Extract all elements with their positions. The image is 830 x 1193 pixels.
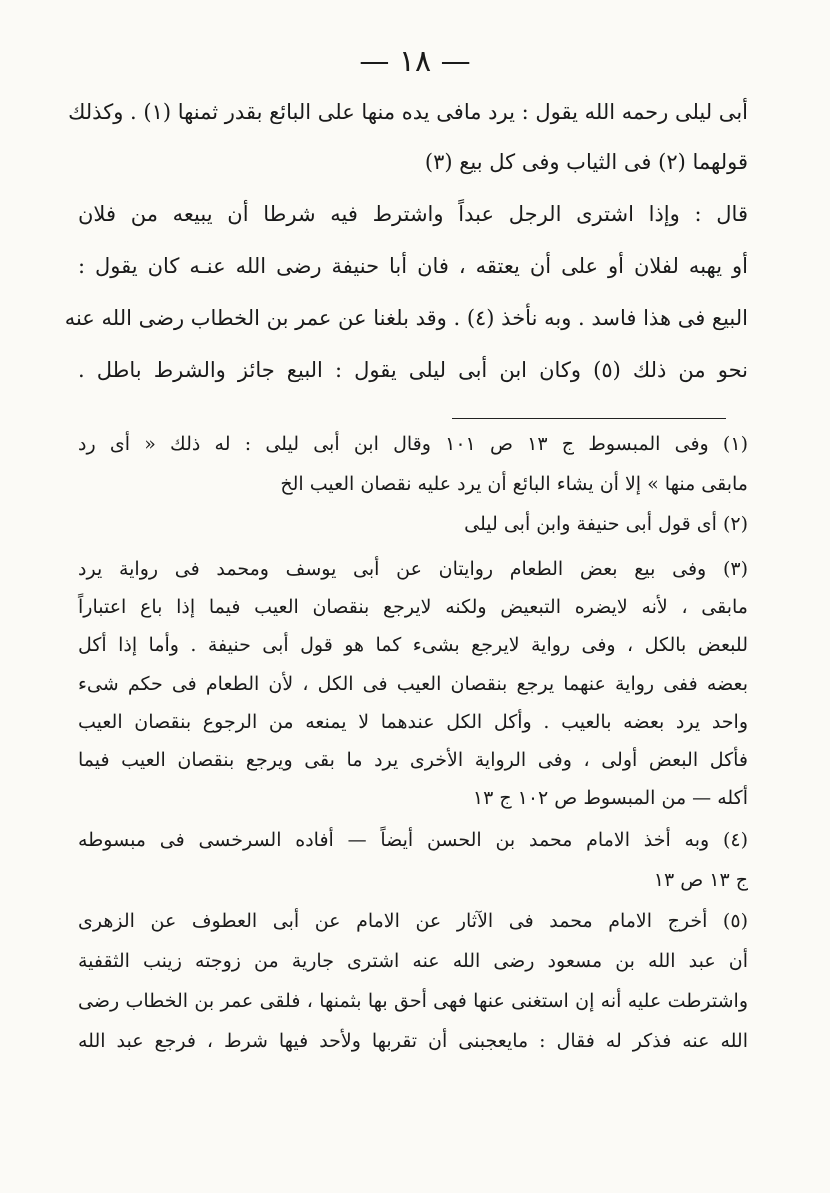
footnote-separator [452, 418, 726, 419]
page-number: — ١٨ — [359, 44, 471, 79]
footnote-line: فأكل البعض أولى ، وفى الرواية الأخرى يرد ما بقى ويرجع بنقصان العيب فيما [78, 749, 748, 771]
main-line: نحو من ذلك (٥) وكان ابن أبى ليلى يقول : البيع جائز والشرط باطل . [78, 358, 748, 382]
footnote-line: مابقى منها » إلا أن يشاء البائع أن يرد عليه نقصان العيب الخ [280, 473, 748, 495]
footnote-line: (٢) أى قول أبى حنيفة وابن أبى ليلى [464, 513, 748, 535]
footnote-line: (٤) وبه أخذ الامام محمد بن الحسن أيضاً — أفاده السرخسى فى مبسوطه [78, 829, 748, 851]
footnote-line: الله عنه فذكر له فقال : مايعجبنى أن تقربها ولأحد فيها شرط ، فرجع عبد الله [78, 1030, 748, 1052]
footnote-line: واشترطت عليه أنه إن استغنى عنها فهى أحق بها بثمنها ، فلقى عمر بن الخطاب رضى [78, 990, 748, 1012]
footnote-line: للبعض بالكل ، وفى رواية لايرجع بشىء كما هو قول أبى حنيفة . وأما إذا أكل [78, 634, 748, 656]
footnote-line: واحد يرد بعضه بالعيب . وأكل الكل عندهما لا يمنعه من الرجوع بنقصان العيب [78, 711, 748, 733]
main-line: قال : وإذا اشترى الرجل عبداً واشترط فيه شرطا أن يبيعه من فلان [78, 202, 748, 226]
footnote-line: أن عبد الله بن مسعود رضى الله عنه اشترى جارية من زوجته زينب الثقفية [78, 950, 748, 972]
footnote-line: ج ١٣ ص ١٣ [653, 869, 748, 891]
footnote-line: بعضه ففى رواية عنهما يرجع بنقصان العيب فى الكل ، لأن الطعام فى حكم شىء [78, 673, 748, 695]
footnote-line: (٥) أخرج الامام محمد فى الآثار عن الامام عن أبى العطوف عن الزهرى [78, 910, 748, 932]
main-line: البيع فى هذا فاسد . وبه نأخذ (٤) . وقد بلغنا عن عمر بن الخطاب رضى الله عنه [64, 306, 748, 330]
footnote-line: (١) وفى المبسوط ج ١٣ ص ١٠١ وقال ابن أبى ليلى : له ذلك « أى رد [78, 433, 748, 455]
main-line: قولهما (٢) فى الثياب وفى كل بيع (٣) [424, 150, 748, 174]
footnote-line: (٣) وفى بيع بعض الطعام روايتان عن أبى يوسف ومحمد فى رواية يرد [78, 558, 748, 580]
footnote-line: مابقى ، لأنه لايضره التبعيض ولكنه لايرجع بنقصان العيب فيما إذا باع اعتباراً [78, 596, 748, 618]
main-line: أو يهبه لفلان أو على أن يعتقه ، فان أبا حنيفة رضى الله عنـه كان يقول : [78, 254, 748, 278]
footnote-line: أكله — من المبسوط ص ١٠٢ ج ١٣ [472, 787, 748, 809]
main-line: أبى ليلى رحمه الله يقول : يرد مافى يده منها على البائع بقدر ثمنها (١) . وكذلك [68, 100, 748, 124]
